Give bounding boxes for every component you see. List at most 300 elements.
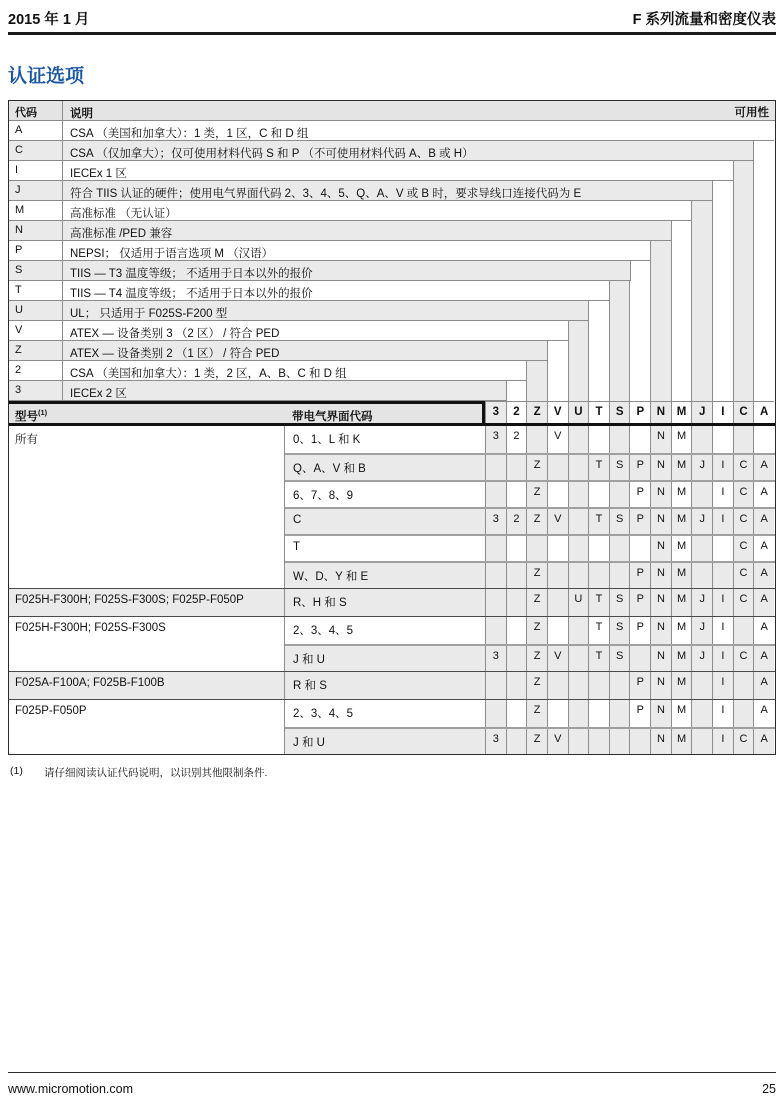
- availability-cell: [629, 536, 650, 561]
- availability-cell: P: [629, 563, 650, 588]
- cert-row-box: [9, 361, 526, 381]
- matrix-group: [9, 588, 775, 616]
- availability-cell: [547, 455, 568, 480]
- availability-column-strip: [671, 341, 692, 361]
- availability-cell: C: [733, 455, 754, 480]
- availability-cell: J: [691, 646, 712, 671]
- availability-cell: [485, 700, 506, 727]
- availability-cell: [629, 729, 650, 754]
- availability-cell: C: [733, 589, 754, 616]
- interface-cell: R、H 和 S: [285, 589, 485, 616]
- matrix-group-rows: [285, 589, 775, 616]
- availability-cell: S: [609, 509, 630, 534]
- availability-cell: [588, 700, 609, 727]
- availability-column-strip: [753, 261, 774, 281]
- availability-column-strip: [588, 361, 609, 381]
- availability-cell: A: [753, 563, 774, 588]
- availability-strips: [671, 221, 775, 241]
- interface-cell: Q、A、V 和 B: [285, 455, 485, 480]
- cert-row-box: [9, 321, 568, 341]
- availability-column-strip: [526, 381, 547, 401]
- availability-cell: Z: [526, 589, 547, 616]
- cert-row-box: [9, 341, 547, 361]
- availability-strips: [526, 361, 775, 381]
- availability-strips: [753, 141, 775, 161]
- cert-row: [9, 241, 775, 261]
- availability-column-strip: [547, 381, 568, 401]
- availability-column-strip: [691, 201, 712, 221]
- availability-column-strip: [568, 341, 589, 361]
- availability-cell: J: [691, 617, 712, 644]
- availability-column-strip: [691, 281, 712, 301]
- availability-column-strip: [712, 181, 733, 201]
- availability-cell: [506, 589, 527, 616]
- availability-cell: M: [671, 672, 692, 699]
- availability-column-strip: [671, 241, 692, 261]
- cert-code-cell: C: [9, 141, 63, 160]
- availability-column-strip: [506, 381, 527, 401]
- model-cell: 所有: [9, 426, 285, 588]
- availability-cell: [588, 482, 609, 507]
- availability-column-strip: [753, 381, 774, 401]
- matrix-row: [285, 672, 775, 699]
- availability-cell: N: [650, 482, 671, 507]
- cert-row-box: [9, 181, 712, 201]
- availability-cell: [609, 536, 630, 561]
- interface-cell: 2、3、4、5: [285, 617, 485, 644]
- availability-cell: [753, 426, 774, 453]
- availability-cell: S: [609, 617, 630, 644]
- availability-column-strip: [753, 281, 774, 301]
- availability-column-strip: [712, 361, 733, 381]
- interface-cell: C: [285, 509, 485, 534]
- availability-cell: P: [629, 617, 650, 644]
- availability-cell: [547, 482, 568, 507]
- availability-cell: T: [588, 509, 609, 534]
- cert-description-cell: 符合 TIIS 认证的硬件；使用电气界面代码 2、3、4、5、Q、A、V 或 B 时，要求导线口连接代码为 E: [70, 187, 582, 200]
- availability-cell: V: [547, 729, 568, 754]
- cert-description-cell: 高准标准 /PED 兼容: [70, 227, 173, 240]
- availability-cell: S: [609, 455, 630, 480]
- availability-column-strip: [753, 241, 774, 261]
- matrix-column-header: S: [609, 401, 630, 423]
- matrix-group: [9, 671, 775, 699]
- availability-cell: V: [547, 426, 568, 453]
- availability-cell: N: [650, 617, 671, 644]
- availability-column-strip: [733, 381, 754, 401]
- cert-code-cell: N: [9, 221, 63, 240]
- availability-cell: [568, 672, 589, 699]
- availability-cell: Z: [526, 729, 547, 754]
- matrix-row: [285, 700, 775, 727]
- availability-cell: P: [629, 589, 650, 616]
- availability-cell: [733, 700, 754, 727]
- availability-cell: [485, 589, 506, 616]
- availability-column-strip: [733, 181, 754, 201]
- availability-column-strip: [671, 381, 692, 401]
- cert-description-cell: CSA （美国和加拿大）：1 类，1 区，C 和 D 组: [70, 127, 309, 140]
- matrix-column-header: Z: [526, 401, 547, 423]
- code-column-header: 代码: [9, 101, 63, 120]
- availability-column-strip: [650, 321, 671, 341]
- cert-row-box: [9, 201, 691, 221]
- availability-column-strip: [712, 281, 733, 301]
- availability-column-strip: [547, 361, 568, 381]
- availability-column-strip: [691, 321, 712, 341]
- description-header-box: [63, 101, 775, 120]
- availability-column-strip: [712, 321, 733, 341]
- matrix-group-rows: [285, 426, 775, 588]
- cert-code-cell: P: [9, 241, 63, 260]
- cert-code-cell: I: [9, 161, 63, 180]
- cert-row-box: [9, 241, 650, 261]
- availability-cell: M: [671, 509, 692, 534]
- availability-column-strip: [753, 221, 774, 241]
- availability-cell: [568, 563, 589, 588]
- availability-cell: [485, 617, 506, 644]
- availability-column-header: 可用性: [734, 107, 769, 119]
- availability-cell: [691, 482, 712, 507]
- availability-cell: N: [650, 509, 671, 534]
- availability-column-strip: [753, 141, 774, 161]
- availability-column-strip: [629, 381, 650, 401]
- availability-cell: [568, 617, 589, 644]
- availability-column-strip: [753, 181, 774, 201]
- availability-column-strip: [588, 381, 609, 401]
- availability-cell: J: [691, 509, 712, 534]
- availability-column-strip: [568, 361, 589, 381]
- availability-cell: I: [712, 455, 733, 480]
- availability-column-strip: [753, 201, 774, 221]
- availability-cell: [588, 729, 609, 754]
- availability-column-strip: [650, 381, 671, 401]
- availability-column-strip: [588, 301, 609, 321]
- interface-cell: R 和 S: [285, 672, 485, 699]
- model-cell: F025H-F300H; F025S-F300S; F025P-F050P: [9, 589, 285, 616]
- availability-cell: [506, 536, 527, 561]
- availability-column-strip: [733, 221, 754, 241]
- availability-cell: T: [588, 617, 609, 644]
- availability-cell: Z: [526, 617, 547, 644]
- cert-row: [9, 321, 775, 341]
- availability-column-strip: [671, 301, 692, 321]
- availability-column-strip: [712, 301, 733, 321]
- availability-cell: I: [712, 482, 733, 507]
- availability-cell: [547, 672, 568, 699]
- availability-column-strip: [691, 341, 712, 361]
- cert-row: [9, 121, 775, 141]
- availability-column-strip: [671, 361, 692, 381]
- availability-cell: [547, 589, 568, 616]
- availability-cell: M: [671, 482, 692, 507]
- matrix-group-rows: [285, 617, 775, 671]
- availability-column-strip: [650, 281, 671, 301]
- availability-column-strip: [609, 301, 630, 321]
- availability-cell: J: [691, 455, 712, 480]
- matrix-column-header: 3: [485, 401, 506, 423]
- availability-column-strip: [753, 361, 774, 381]
- cert-description-cell: IECEx 1 区: [70, 167, 127, 180]
- availability-strips: [568, 321, 775, 341]
- availability-cell: N: [650, 426, 671, 453]
- availability-cell: [485, 455, 506, 480]
- section-title: 认证选项: [8, 66, 85, 87]
- cert-code-cell: 2: [9, 361, 63, 380]
- availability-column-strip: [733, 361, 754, 381]
- cert-row-box: [9, 301, 588, 321]
- availability-cell: N: [650, 536, 671, 561]
- availability-strips: [547, 341, 775, 361]
- matrix-row: [285, 507, 775, 534]
- matrix-group: [9, 699, 775, 754]
- availability-cell: I: [712, 617, 733, 644]
- certification-tables: [8, 100, 776, 755]
- availability-cell: Z: [526, 646, 547, 671]
- availability-cell: V: [547, 509, 568, 534]
- matrix-column-header: P: [629, 401, 650, 423]
- availability-cell: [568, 455, 589, 480]
- page-footer: [8, 1072, 776, 1096]
- availability-cell: [691, 563, 712, 588]
- matrix-column-header: T: [588, 401, 609, 423]
- cert-row: [9, 361, 775, 381]
- availability-cell: N: [650, 729, 671, 754]
- matrix-column-header: C: [733, 401, 754, 423]
- availability-cell: Z: [526, 509, 547, 534]
- availability-column-strip: [753, 301, 774, 321]
- availability-cell: T: [588, 646, 609, 671]
- availability-cell: A: [753, 700, 774, 727]
- availability-cell: [588, 536, 609, 561]
- availability-cell: C: [733, 536, 754, 561]
- availability-cell: [691, 426, 712, 453]
- availability-cell: N: [650, 672, 671, 699]
- cert-row: [9, 161, 775, 181]
- cert-description-cell: CSA （美国和加拿大）：1 类，2 区，A、B、C 和 D 组: [70, 367, 347, 380]
- model-cell: F025A-F100A; F025B-F100B: [9, 672, 285, 699]
- availability-cell: [568, 482, 589, 507]
- cert-code-cell: M: [9, 201, 63, 220]
- interface-cell: 6、7、8、9: [285, 482, 485, 507]
- availability-column-strip: [691, 381, 712, 401]
- availability-cell: M: [671, 589, 692, 616]
- availability-cell: [609, 482, 630, 507]
- availability-cell: [568, 700, 589, 727]
- availability-column-strip: [609, 361, 630, 381]
- availability-cell: Z: [526, 672, 547, 699]
- availability-column-strip: [630, 261, 651, 281]
- availability-cell: [568, 426, 589, 453]
- availability-cell: A: [753, 482, 774, 507]
- availability-cell: [609, 426, 630, 453]
- cert-row-box: [9, 261, 630, 281]
- availability-cell: C: [733, 563, 754, 588]
- model-cell: F025P-F050P: [9, 700, 285, 754]
- cert-description-cell: CSA （仅加拿大）；仅可使用材料代码 S 和 P （不可使用材料代码 A、B 或 H）: [70, 147, 474, 160]
- footnote: [10, 765, 776, 780]
- availability-cell: M: [671, 617, 692, 644]
- cert-row: [9, 281, 775, 301]
- availability-cell: [691, 729, 712, 754]
- matrix-row: [285, 589, 775, 616]
- availability-cell: [609, 672, 630, 699]
- availability-column-strip: [733, 261, 754, 281]
- availability-column-strip: [650, 341, 671, 361]
- availability-cell: [547, 536, 568, 561]
- matrix-group: [9, 616, 775, 671]
- interface-cell: 2、3、4、5: [285, 700, 485, 727]
- availability-column-strip: [650, 261, 671, 281]
- availability-cell: [712, 536, 733, 561]
- cert-code-cell: A: [9, 121, 63, 140]
- availability-matrix-table: [9, 401, 775, 754]
- availability-column-strip: [547, 341, 568, 361]
- availability-cell: Z: [526, 482, 547, 507]
- availability-column-strip: [733, 341, 754, 361]
- availability-cell: [568, 729, 589, 754]
- availability-cell: C: [733, 509, 754, 534]
- cert-row: [9, 341, 775, 361]
- availability-cell: P: [629, 455, 650, 480]
- availability-column-strip: [671, 261, 692, 281]
- availability-column-strip: [629, 301, 650, 321]
- matrix-row: [285, 644, 775, 671]
- matrix-group-rows: [285, 672, 775, 699]
- cert-description-cell: ATEX — 设备类别 2 （1 区） / 符合 PED: [70, 347, 280, 360]
- availability-strips: [691, 201, 775, 221]
- availability-cell: [506, 700, 527, 727]
- certification-code-table: [9, 101, 775, 401]
- availability-cell: 3: [485, 509, 506, 534]
- cert-row: [9, 221, 775, 241]
- availability-column-strip: [733, 281, 754, 301]
- availability-cell: [568, 509, 589, 534]
- header-product-title: F 系列流量和密度仪表: [632, 12, 776, 28]
- availability-cell: P: [629, 672, 650, 699]
- availability-column-strip: [691, 301, 712, 321]
- matrix-label-header: [9, 401, 485, 423]
- cert-row: [9, 381, 775, 401]
- footer-page-number: 25: [762, 1082, 776, 1096]
- footnote-text: 请仔细阅读认证代码说明，以识别其他限制条件.: [44, 767, 268, 779]
- availability-column-strip: [629, 321, 650, 341]
- availability-cell: M: [671, 563, 692, 588]
- availability-cell: I: [712, 646, 733, 671]
- availability-cell: 3: [485, 729, 506, 754]
- availability-cell: P: [629, 509, 650, 534]
- matrix-row: [285, 453, 775, 480]
- cert-row-box: [9, 121, 774, 141]
- availability-cell: N: [650, 455, 671, 480]
- matrix-row: [285, 534, 775, 561]
- availability-column-strip: [650, 361, 671, 381]
- availability-column-strip: [568, 381, 589, 401]
- availability-column-strip: [629, 281, 650, 301]
- availability-column-strip: [712, 241, 733, 261]
- cert-description-cell: TIIS — T3 温度等级； 不适用于日本以外的报价: [70, 267, 313, 280]
- availability-cell: [506, 482, 527, 507]
- availability-cell: M: [671, 700, 692, 727]
- cert-description-cell: TIIS — T4 温度等级； 不适用于日本以外的报价: [70, 287, 313, 300]
- availability-column-strip: [753, 341, 774, 361]
- header-date: 2015 年 1 月: [8, 12, 90, 28]
- availability-cell: I: [712, 509, 733, 534]
- availability-cell: M: [671, 455, 692, 480]
- availability-strips: [609, 281, 775, 301]
- interface-cell: J 和 U: [285, 646, 485, 671]
- availability-cell: U: [568, 589, 589, 616]
- cert-description-cell: ATEX — 设备类别 3 （2 区） / 符合 PED: [70, 327, 280, 340]
- matrix-column-header: J: [691, 401, 712, 423]
- availability-cell: [485, 536, 506, 561]
- cert-description-cell: NEPSI； 仅适用于语言选项 M （汉语）: [70, 247, 274, 260]
- availability-column-strip: [568, 321, 589, 341]
- availability-cell: M: [671, 646, 692, 671]
- matrix-column-header: I: [712, 401, 733, 423]
- cert-code-cell: S: [9, 261, 63, 280]
- availability-column-strip: [733, 301, 754, 321]
- interface-column-header: 带电气界面代码: [292, 411, 373, 423]
- availability-cell: 3: [485, 426, 506, 453]
- matrix-column-header: V: [547, 401, 568, 423]
- availability-column-strip: [733, 241, 754, 261]
- availability-cell: [691, 700, 712, 727]
- availability-column-strip: [733, 201, 754, 221]
- matrix-header-row: [9, 401, 775, 426]
- availability-cell: [506, 617, 527, 644]
- availability-cell: 2: [506, 509, 527, 534]
- cert-row-box: [9, 141, 753, 161]
- cert-row-box: [9, 281, 609, 301]
- interface-cell: J 和 U: [285, 729, 485, 754]
- availability-cell: T: [588, 589, 609, 616]
- cert-row: [9, 301, 775, 321]
- availability-strips: [650, 241, 775, 261]
- matrix-row: [285, 617, 775, 644]
- availability-cell: [506, 672, 527, 699]
- availability-column-strip: [609, 321, 630, 341]
- availability-cell: [712, 563, 733, 588]
- availability-cell: A: [753, 589, 774, 616]
- availability-cell: [526, 536, 547, 561]
- availability-cell: A: [753, 509, 774, 534]
- cert-row-box: [9, 221, 671, 241]
- model-cell: F025H-F300H; F025S-F300S: [9, 617, 285, 671]
- availability-column-strip: [650, 241, 671, 261]
- availability-cell: [506, 646, 527, 671]
- cert-code-cell: U: [9, 301, 63, 320]
- availability-cell: [629, 426, 650, 453]
- availability-cell: A: [753, 729, 774, 754]
- availability-cell: 3: [485, 646, 506, 671]
- cert-description-cell: 高准标准 （无认证）: [70, 207, 177, 220]
- availability-cell: [588, 672, 609, 699]
- footnote-marker: (1): [10, 765, 23, 777]
- matrix-column-header: A: [753, 401, 774, 423]
- availability-cell: N: [650, 589, 671, 616]
- availability-cell: N: [650, 563, 671, 588]
- availability-column-strip: [712, 381, 733, 401]
- availability-cell: P: [629, 700, 650, 727]
- availability-column-strip: [629, 361, 650, 381]
- cert-row: [9, 181, 775, 201]
- availability-column-strip: [753, 321, 774, 341]
- availability-cell: [485, 672, 506, 699]
- availability-cell: C: [733, 729, 754, 754]
- availability-column-strip: [671, 321, 692, 341]
- availability-cell: [506, 729, 527, 754]
- availability-cell: [629, 646, 650, 671]
